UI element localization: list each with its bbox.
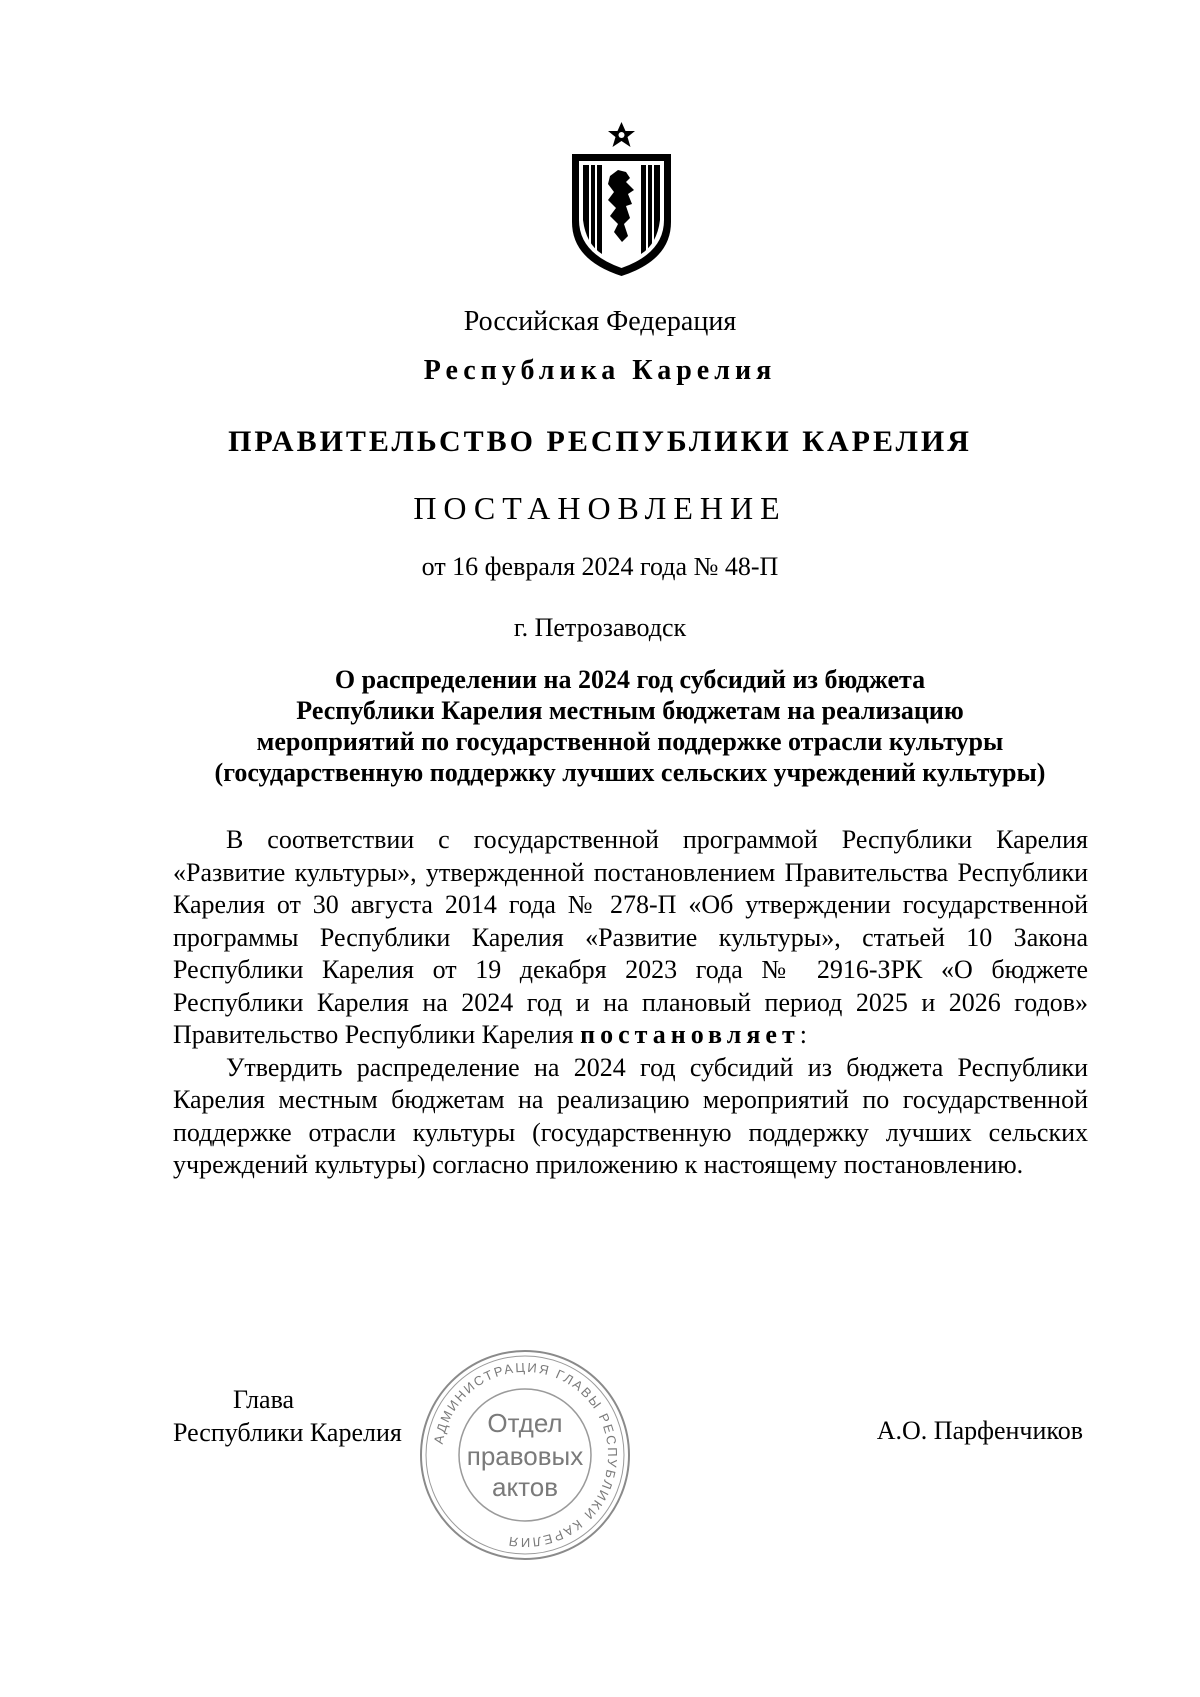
title-line: Республики Карелия местным бюджетам на реализацию: [296, 696, 964, 725]
document-type: ПОСТАНОВЛЕНИЕ: [413, 490, 787, 526]
signatory-position-line1: Глава: [233, 1385, 295, 1414]
legal-acts-stamp: [418, 1348, 632, 1562]
document-city: г. Петрозаводск: [513, 613, 687, 642]
signatory-name: А.О. Парфенчиков: [876, 1416, 1083, 1445]
preamble-text: В соответствии с государственной программой Республики Карелия «Развитие культуры», утвержденной постановлением Правительства Республики Карелия от 30 августа 2014 года № 278-П «Об утверждении государственной программы Республики Карелия «Развитие культуры», статьей 10 Закона Республики Карелия от 19 декабря 2023 года № 2916-ЗРК «О бюджете Республики Карелия на 2024 год и на плановый период 2025 и 2026 годов» Правительство Республики Карелия: [173, 825, 1088, 1049]
title-line: (государственную поддержку лучших сельских учреждений культуры): [214, 758, 1046, 787]
republic-name: Республика Карелия: [423, 355, 777, 386]
document-title: [170, 664, 1090, 788]
stamp-line-3: актов: [491, 1472, 559, 1502]
resolves-colon: :: [799, 1020, 807, 1049]
resolution-paragraph: Утвердить распределение на 2024 год субсидий из бюджета Республики Карелия местным бюджетам на реализацию мероприятий по государственной поддержке отрасли культуры (государственную поддержку лучших сельских учреждений культуры) согласно приложению к настоящему постановлению.: [173, 1052, 1088, 1179]
country-name: Российская Федерация: [463, 306, 737, 337]
title-line: мероприятий по государственной поддержке отрасли культуры: [256, 727, 1004, 756]
resolves-word: постановляет: [580, 1020, 800, 1049]
signatory-position-line2: Республики Карелия: [173, 1418, 402, 1447]
government-name: ПРАВИТЕЛЬСТВО РЕСПУБЛИКИ КАРЕЛИЯ: [228, 425, 972, 458]
document-body: [173, 824, 1088, 1182]
title-line: О распределении на 2024 год субсидий из бюджета: [334, 665, 926, 694]
stamp-line-1: Отдел: [487, 1408, 563, 1438]
karelia-coat-of-arms-icon: [568, 120, 675, 278]
stamp-line-2: правовых: [466, 1441, 584, 1471]
stamp-ring-text: АДМИНИСТРАЦИЯ ГЛАВЫ РЕСПУБЛИКИ КАРЕЛИЯ: [430, 1359, 621, 1551]
signatory-position: [173, 1383, 402, 1449]
document-date-number: от 16 февраля 2024 года № 48-П: [421, 552, 779, 581]
preamble-paragraph: [173, 824, 1088, 1052]
